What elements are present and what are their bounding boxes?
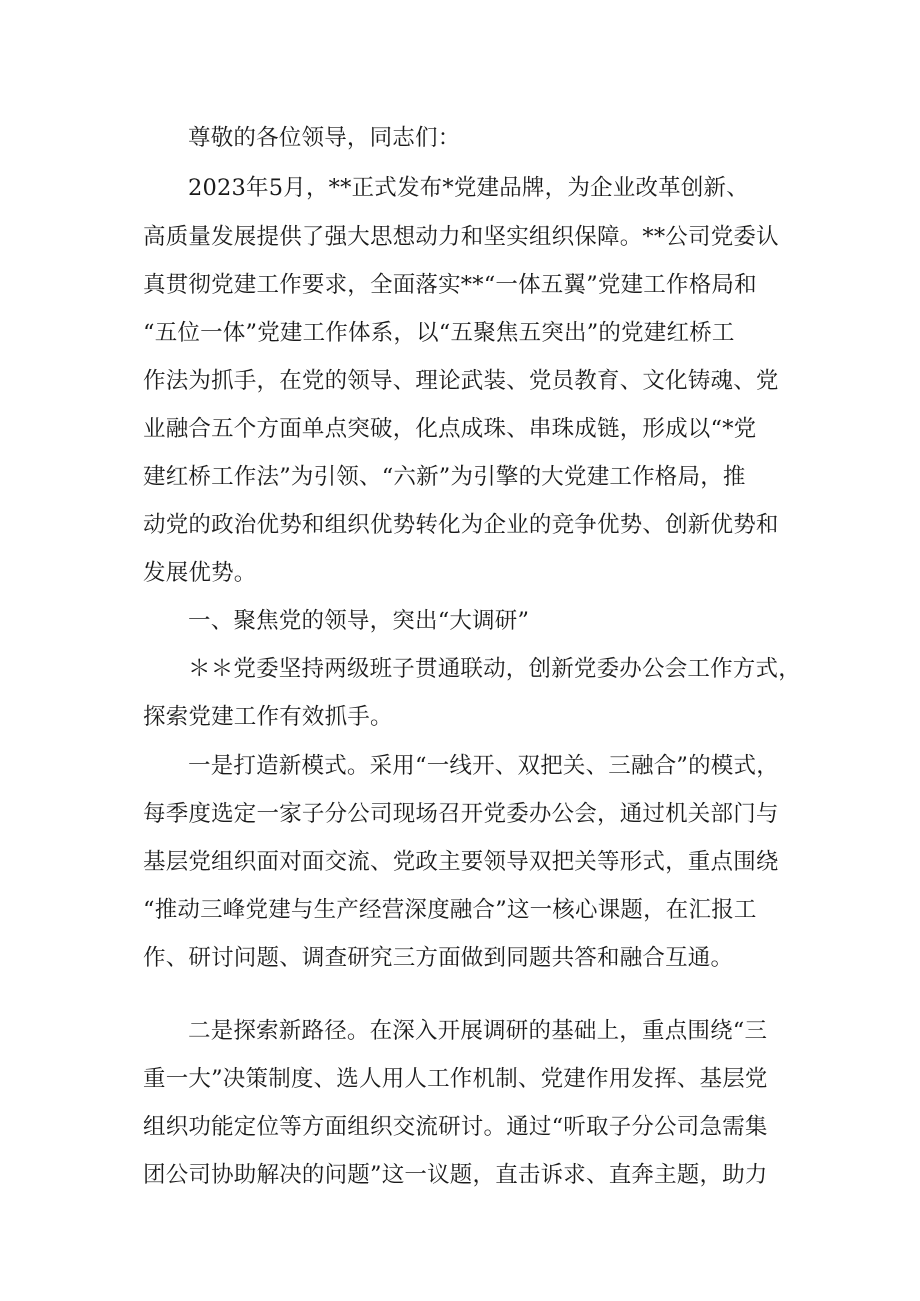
paragraph-line: 真贯彻党建工作要求，全面落实**“一体五翼”党建工作格局和 bbox=[143, 272, 757, 298]
paragraph-line: 重一大”决策制度、选人用人工作机制、党建作用发挥、基层党 bbox=[143, 1066, 768, 1092]
paragraph-line: 每季度选定一家子分公司现场召开党委办公会，通过机关部门与 bbox=[143, 801, 779, 827]
paragraph-line: 组织功能定位等方面组织交流研讨。通过“听取子分公司急需集 bbox=[143, 1114, 768, 1140]
paragraph-line: “推动三峰党建与生产经营深度融合”这一核心课题，在汇报工 bbox=[143, 897, 757, 923]
paragraph-line: 二是探索新路径。在深入开展调研的基础上，重点围绕“三 bbox=[188, 1018, 768, 1044]
salutation: 尊敬的各位领导，同志们： bbox=[188, 125, 461, 151]
paragraph-line: 作、研讨问题、调查研究三方面做到同题共答和融合互通。 bbox=[143, 945, 734, 971]
paragraph-line: 一是打造新模式。采用“一线开、双把关、三融合”的模式， bbox=[188, 753, 779, 779]
paragraph-line: ＊＊党委坚持两级班子贯通联动，创新党委办公会工作方式， bbox=[188, 656, 801, 682]
paragraph-line: “五位一体”党建工作体系，以“五聚焦五突出”的党建红桥工 bbox=[143, 320, 735, 346]
paragraph-line: 动党的政治优势和组织优势转化为企业的竞争优势、创新优势和 bbox=[143, 512, 779, 538]
paragraph-line: 发展优势。 bbox=[143, 560, 257, 586]
paragraph-line: 基层党组织面对面交流、党政主要领导双把关等形式，重点围绕 bbox=[143, 849, 779, 875]
paragraph-line: 作法为抓手，在党的领导、理论武装、党员教育、文化铸魂、党 bbox=[143, 368, 779, 394]
paragraph-line: 建红桥工作法”为引领、“六新”为引擎的大党建工作格局，推 bbox=[143, 464, 746, 490]
paragraph-line: 2023年5月，**正式发布*党建品牌，为企业改革创新、 bbox=[188, 175, 749, 201]
section-heading: 一、聚焦党的领导，突出“大调研” bbox=[188, 608, 530, 634]
paragraph-line: 探索党建工作有效抓手。 bbox=[143, 704, 393, 730]
paragraph-line: 业融合五个方面单点突破，化点成珠、串珠成链，形成以“*党 bbox=[143, 416, 757, 442]
paragraph-line: 高质量发展提供了强大思想动力和坚实组织保障。**公司党委认 bbox=[143, 224, 779, 250]
paragraph-line: 团公司协助解决的问题”这一议题，直击诉求、直奔主题，助力 bbox=[143, 1162, 768, 1188]
